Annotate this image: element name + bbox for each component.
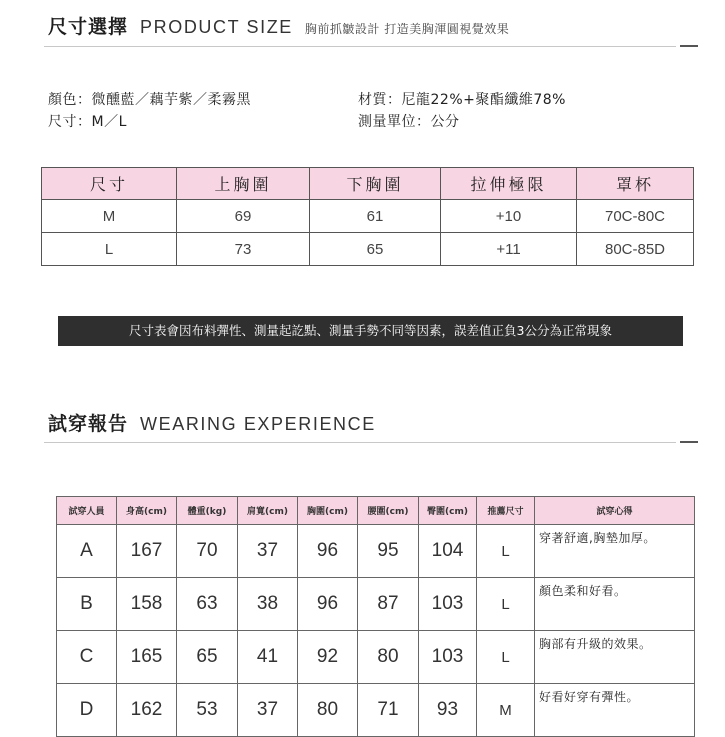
wearing-title-zh: 試穿報告 [48,413,129,435]
wear-header-shoulder: 肩寬(cm) [238,497,298,525]
size-cell: 61 [310,200,441,233]
wear-cell: 165 [117,631,177,684]
wear-cell: 37 [238,684,298,737]
wear-cell: 158 [117,578,177,631]
size-header-size: 尺寸 [42,168,177,200]
wear-cell: 80 [298,684,358,737]
info-unit: 測量單位：公分 [358,114,460,130]
wear-cell: 38 [238,578,298,631]
size-header-cup: 罩杯 [577,168,694,200]
size-header-upper-bust: 上胸圍 [177,168,310,200]
wear-cell: 71 [358,684,419,737]
wearing-divider [44,442,676,443]
table-row [57,684,695,737]
wear-cell: 167 [117,525,177,578]
wear-cell: 162 [117,684,177,737]
wear-cell: 104 [419,525,477,578]
size-cell: 65 [310,233,441,266]
wear-cell: 96 [298,578,358,631]
wear-cell: 65 [177,631,238,684]
wearing-table-header-row [57,497,695,525]
info-sizes: 尺寸：M／L [48,114,127,130]
size-cell: +11 [441,233,577,266]
wear-cell: 87 [358,578,419,631]
table-row [57,631,695,684]
table-row [57,525,695,578]
wear-cell: 70 [177,525,238,578]
wear-cell: 95 [358,525,419,578]
size-cell: 69 [177,200,310,233]
wear-cell: 37 [238,525,298,578]
product-size-subtitle: 胸前抓皺設計 打造美胸渾圓視覺效果 [304,22,510,36]
product-size-divider [44,46,676,47]
wearing-heading [48,409,376,439]
wear-cell: 53 [177,684,238,737]
wearing-table [56,496,695,737]
wear-header-weight: 體重(kg) [177,497,238,525]
product-size-title-zh: 尺寸選擇 [48,16,129,38]
size-cell: M [42,200,177,233]
wear-cell: 41 [238,631,298,684]
wear-cell: B [57,578,117,631]
wear-comment: 顏色柔和好看。 [535,578,695,631]
wear-cell: L [477,631,535,684]
size-cell: L [42,233,177,266]
size-cell: +10 [441,200,577,233]
table-row [57,578,695,631]
wear-cell: L [477,525,535,578]
wear-cell: 93 [419,684,477,737]
wear-cell: A [57,525,117,578]
info-colors: 顏色：微醺藍／藕芋紫／柔霧黑 [48,92,251,108]
info-material: 材質：尼龍22%+聚酯纖維78% [358,92,566,108]
wear-header-recommend: 推薦尺寸 [477,497,535,525]
wear-cell: 103 [419,631,477,684]
wear-cell: L [477,578,535,631]
wear-cell: 63 [177,578,238,631]
wear-cell: C [57,631,117,684]
size-table-header-row [42,168,694,200]
wearing-divider-end [680,441,698,443]
wear-cell: 80 [358,631,419,684]
wear-header-comment: 試穿心得 [535,497,695,525]
wear-header-bust: 胸圍(cm) [298,497,358,525]
wear-cell: 92 [298,631,358,684]
wear-comment: 胸部有升級的效果。 [535,631,695,684]
wear-comment: 穿著舒適,胸墊加厚。 [535,525,695,578]
wear-cell: M [477,684,535,737]
wear-cell: D [57,684,117,737]
size-cell: 70C-80C [577,200,694,233]
size-table [41,167,694,266]
wearing-title-en: WEARING EXPERIENCE [140,414,376,434]
size-cell: 73 [177,233,310,266]
product-size-heading [48,12,509,42]
wear-header-hip: 臀圍(cm) [419,497,477,525]
measurement-notice: 尺寸表會因布料彈性、測量起訖點、測量手勢不同等因素，誤差值正負3公分為正常現象 [58,316,683,346]
wear-cell: 103 [419,578,477,631]
product-size-divider-end [680,45,698,47]
table-row [42,200,694,233]
size-header-stretch: 拉伸極限 [441,168,577,200]
wear-header-height: 身高(cm) [117,497,177,525]
wear-header-waist: 腰圍(cm) [358,497,419,525]
size-cell: 80C-85D [577,233,694,266]
product-size-title-en: PRODUCT SIZE [140,17,293,37]
table-row [42,233,694,266]
wear-header-person: 試穿人員 [57,497,117,525]
size-header-under-bust: 下胸圍 [310,168,441,200]
wear-comment: 好看好穿有彈性。 [535,684,695,737]
wear-cell: 96 [298,525,358,578]
